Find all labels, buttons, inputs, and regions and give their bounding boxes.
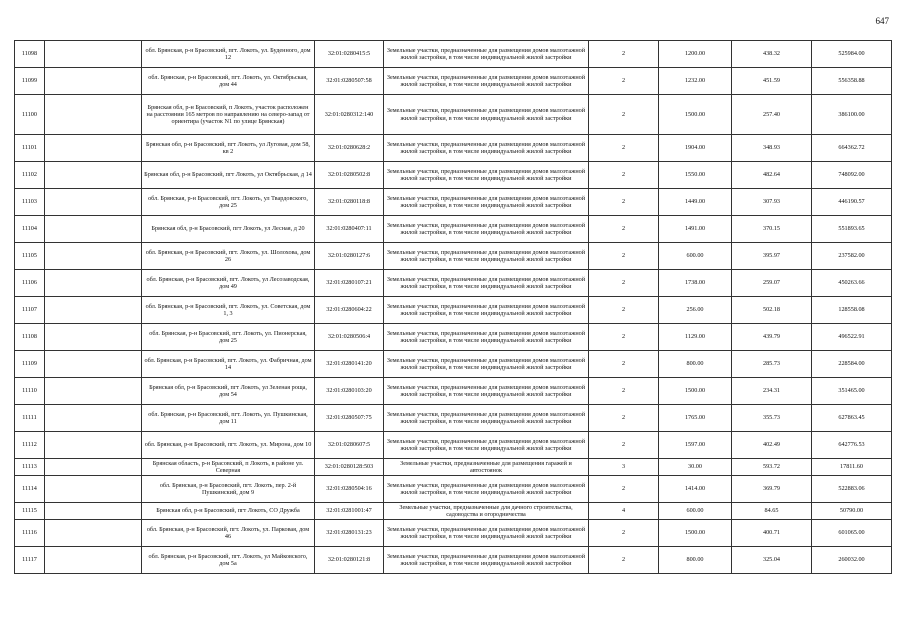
- blank-cell: [45, 324, 142, 351]
- area-cell: 1765.00: [659, 405, 732, 432]
- address-cell: обл. Брянская, р-н Брасовский, пгт. Локоть, ул. Парковая, дом 46: [142, 520, 315, 547]
- rate-cell: 482.64: [732, 162, 812, 189]
- row-number-cell: 11103: [15, 189, 45, 216]
- land-use-cell: Земельные участки, предназначенные для размещения домов малоэтажной жилой застройки, в том числе индивидуальной жилой застройки: [384, 162, 589, 189]
- address-cell: Брянская область, р-н Брасовский, п Локоть, в районе ул. Северная: [142, 459, 315, 476]
- land-use-cell: Земельные участки, предназначенные для размещения домов малоэтажной жилой застройки, в том числе индивидуальной жилой застройки: [384, 405, 589, 432]
- cadastral-value-cell: 601065.00: [812, 520, 892, 547]
- category-cell: 2: [589, 405, 659, 432]
- row-number-cell: 11104: [15, 216, 45, 243]
- blank-cell: [45, 216, 142, 243]
- area-cell: 256.00: [659, 297, 732, 324]
- rate-cell: 438.32: [732, 41, 812, 68]
- cadastral-number-cell: 32:01:0281001:47: [315, 503, 384, 520]
- row-number-cell: 11101: [15, 135, 45, 162]
- land-use-cell: Земельные участки, предназначенные для размещения домов малоэтажной жилой застройки, в том числе индивидуальной жилой застройки: [384, 68, 589, 95]
- rate-cell: 400.71: [732, 520, 812, 547]
- category-cell: 4: [589, 503, 659, 520]
- category-cell: 2: [589, 243, 659, 270]
- land-use-cell: Земельные участки, предназначенные для размещения домов малоэтажной жилой застройки, в том числе индивидуальной жилой застройки: [384, 324, 589, 351]
- table-row: [15, 270, 892, 297]
- rate-cell: 84.65: [732, 503, 812, 520]
- cadastral-value-cell: 351465.00: [812, 378, 892, 405]
- land-use-cell: Земельные участки, предназначенные для размещения домов малоэтажной жилой застройки, в том числе индивидуальной жилой застройки: [384, 476, 589, 503]
- category-cell: 2: [589, 162, 659, 189]
- area-cell: 1500.00: [659, 95, 732, 135]
- cadastral-value-cell: 260032.00: [812, 547, 892, 574]
- blank-cell: [45, 432, 142, 459]
- cadastral-value-cell: 522883.06: [812, 476, 892, 503]
- table-row: [15, 476, 892, 503]
- table-row: [15, 135, 892, 162]
- land-use-cell: Земельные участки, предназначенные для размещения домов малоэтажной жилой застройки, в том числе индивидуальной жилой застройки: [384, 270, 589, 297]
- table-row: [15, 41, 892, 68]
- cadastral-value-cell: 556358.88: [812, 68, 892, 95]
- category-cell: 2: [589, 520, 659, 547]
- land-use-cell: Земельные участки, предназначенные для размещения домов малоэтажной жилой застройки, в том числе индивидуальной жилой застройки: [384, 547, 589, 574]
- category-cell: 2: [589, 351, 659, 378]
- blank-cell: [45, 135, 142, 162]
- row-number-cell: 11111: [15, 405, 45, 432]
- row-number-cell: 11109: [15, 351, 45, 378]
- category-cell: 2: [589, 216, 659, 243]
- category-cell: 2: [589, 547, 659, 574]
- row-number-cell: 11110: [15, 378, 45, 405]
- address-cell: обл. Брянская, р-н Брасовский, пгт. Локоть, ул Майковского, дом 5а: [142, 547, 315, 574]
- cadastral-number-cell: 32:01:0280415:5: [315, 41, 384, 68]
- cadastral-value-cell: 446190.57: [812, 189, 892, 216]
- rate-cell: 451.59: [732, 68, 812, 95]
- table-row: [15, 297, 892, 324]
- table-row: [15, 324, 892, 351]
- cadastral-value-cell: 664362.72: [812, 135, 892, 162]
- cadastral-value-cell: 551893.65: [812, 216, 892, 243]
- table-row: [15, 520, 892, 547]
- address-cell: Брянская обл, р-н Брасовский, пгт Локоть, ул Лесная, д 20: [142, 216, 315, 243]
- area-cell: 1200.00: [659, 41, 732, 68]
- table-row: [15, 189, 892, 216]
- table-row: [15, 503, 892, 520]
- table-row: [15, 432, 892, 459]
- row-number-cell: 11099: [15, 68, 45, 95]
- cadastral-value-cell: 17811.60: [812, 459, 892, 476]
- rate-cell: 234.31: [732, 378, 812, 405]
- area-cell: 1597.00: [659, 432, 732, 459]
- address-cell: Брянская обл, р-н Брасовский, п Локоть, участок расположен на расстоянии 165 метров по направлению на северо-запад от ориентира (участок N1 по улице Брянская): [142, 95, 315, 135]
- table-row: [15, 405, 892, 432]
- rate-cell: 325.04: [732, 547, 812, 574]
- cadastral-value-cell: 627863.45: [812, 405, 892, 432]
- cadastral-value-cell: 450263.66: [812, 270, 892, 297]
- rate-cell: 593.72: [732, 459, 812, 476]
- cadastral-value-cell: 525984.00: [812, 41, 892, 68]
- category-cell: 2: [589, 135, 659, 162]
- land-use-cell: Земельные участки, предназначенные для размещения домов малоэтажной жилой застройки, в том числе индивидуальной жилой застройки: [384, 243, 589, 270]
- rate-cell: 285.73: [732, 351, 812, 378]
- blank-cell: [45, 68, 142, 95]
- land-use-cell: Земельные участки, предназначенные для размещения домов малоэтажной жилой застройки, в том числе индивидуальной жилой застройки: [384, 135, 589, 162]
- rate-cell: 369.79: [732, 476, 812, 503]
- cadastral-number-cell: 32:01:0280312:140: [315, 95, 384, 135]
- cadastral-value-cell: 50790.00: [812, 503, 892, 520]
- row-number-cell: 11113: [15, 459, 45, 476]
- cadastral-number-cell: 32:01:0280121:8: [315, 547, 384, 574]
- row-number-cell: 11114: [15, 476, 45, 503]
- area-cell: 1500.00: [659, 378, 732, 405]
- cadastral-value-cell: 228584.00: [812, 351, 892, 378]
- table-row: [15, 162, 892, 189]
- rate-cell: 307.93: [732, 189, 812, 216]
- rate-cell: 395.97: [732, 243, 812, 270]
- area-cell: 1904.00: [659, 135, 732, 162]
- row-number-cell: 11108: [15, 324, 45, 351]
- rate-cell: 402.49: [732, 432, 812, 459]
- category-cell: 2: [589, 378, 659, 405]
- cadastral-value-cell: 642776.53: [812, 432, 892, 459]
- blank-cell: [45, 297, 142, 324]
- cadastral-number-cell: 32:01:0280407:11: [315, 216, 384, 243]
- address-cell: обл. Брянская, р-н Брасовский, пгт. Локоть, ул. Советская, дом 1, 3: [142, 297, 315, 324]
- area-cell: 1414.00: [659, 476, 732, 503]
- cadastral-value-cell: 128558.08: [812, 297, 892, 324]
- land-use-cell: Земельные участки, предназначенные для размещения домов малоэтажной жилой застройки, в том числе индивидуальной жилой застройки: [384, 297, 589, 324]
- cadastral-number-cell: 32:01:0280502:8: [315, 162, 384, 189]
- category-cell: 2: [589, 189, 659, 216]
- table-row: [15, 351, 892, 378]
- table-body: [15, 41, 892, 574]
- row-number-cell: 11106: [15, 270, 45, 297]
- area-cell: 600.00: [659, 503, 732, 520]
- rate-cell: 370.15: [732, 216, 812, 243]
- blank-cell: [45, 476, 142, 503]
- row-number-cell: 11117: [15, 547, 45, 574]
- address-cell: Брянская обл, р-н Брасовский, пгт Локоть, ул Октябрьская, д 14: [142, 162, 315, 189]
- category-cell: 2: [589, 95, 659, 135]
- address-cell: обл. Брянская, р-н Брасовский, пгт. Локоть, ул. Мирона, дом 10: [142, 432, 315, 459]
- blank-cell: [45, 162, 142, 189]
- page-number: 647: [875, 16, 889, 26]
- cadastral-number-cell: 32:01:0280141:20: [315, 351, 384, 378]
- blank-cell: [45, 95, 142, 135]
- blank-cell: [45, 351, 142, 378]
- land-use-cell: Земельные участки, предназначенные для размещения домов малоэтажной жилой застройки, в том числе индивидуальной жилой застройки: [384, 520, 589, 547]
- blank-cell: [45, 243, 142, 270]
- land-registry-table: [14, 40, 892, 574]
- address-cell: обл. Брянская, р-н Брасовский, пгт. Локоть, ул. Фабричная, дом 14: [142, 351, 315, 378]
- address-cell: обл. Брянская, р-н Брасовский, пгт. Локоть, ул. Пушкинская, дом 11: [142, 405, 315, 432]
- address-cell: обл. Брянская, р-н Брасовский, пгт. Локоть, ул. Шолохова, дом 26: [142, 243, 315, 270]
- cadastral-number-cell: 32:01:0280103:20: [315, 378, 384, 405]
- address-cell: Брянская обл, р-н Брасовский, пгт Локоть, СО Дружба: [142, 503, 315, 520]
- rate-cell: 257.40: [732, 95, 812, 135]
- row-number-cell: 11112: [15, 432, 45, 459]
- category-cell: 2: [589, 68, 659, 95]
- cadastral-value-cell: 748092.00: [812, 162, 892, 189]
- rate-cell: 502.18: [732, 297, 812, 324]
- address-cell: обл. Брянская, р-н Брасовский, пгт. Локоть, пер. 2-й Пушкинский, дом 9: [142, 476, 315, 503]
- category-cell: 2: [589, 41, 659, 68]
- area-cell: 600.00: [659, 243, 732, 270]
- blank-cell: [45, 378, 142, 405]
- cadastral-value-cell: 496522.91: [812, 324, 892, 351]
- blank-cell: [45, 459, 142, 476]
- land-use-cell: Земельные участки, предназначенные для размещения домов малоэтажной жилой застройки, в том числе индивидуальной жилой застройки: [384, 378, 589, 405]
- cadastral-number-cell: 32:01:0280604:22: [315, 297, 384, 324]
- category-cell: 2: [589, 432, 659, 459]
- blank-cell: [45, 520, 142, 547]
- category-cell: 2: [589, 476, 659, 503]
- rate-cell: 259.07: [732, 270, 812, 297]
- table-row: [15, 547, 892, 574]
- row-number-cell: 11102: [15, 162, 45, 189]
- land-use-cell: Земельные участки, предназначенные для размещения домов малоэтажной жилой застройки, в том числе индивидуальной жилой застройки: [384, 432, 589, 459]
- area-cell: 1491.00: [659, 216, 732, 243]
- area-cell: 1232.00: [659, 68, 732, 95]
- row-number-cell: 11116: [15, 520, 45, 547]
- row-number-cell: 11105: [15, 243, 45, 270]
- table-row: [15, 216, 892, 243]
- cadastral-number-cell: 32:01:0280507:75: [315, 405, 384, 432]
- blank-cell: [45, 547, 142, 574]
- land-use-cell: Земельные участки, предназначенные для размещения домов малоэтажной жилой застройки, в том числе индивидуальной жилой застройки: [384, 95, 589, 135]
- table-row: [15, 68, 892, 95]
- category-cell: 2: [589, 324, 659, 351]
- blank-cell: [45, 503, 142, 520]
- cadastral-number-cell: 32:01:0280127:6: [315, 243, 384, 270]
- rate-cell: 348.93: [732, 135, 812, 162]
- table-row: [15, 459, 892, 476]
- row-number-cell: 11107: [15, 297, 45, 324]
- cadastral-number-cell: 32:01:0280507:58: [315, 68, 384, 95]
- table-row: [15, 95, 892, 135]
- category-cell: 2: [589, 297, 659, 324]
- cadastral-value-cell: 237582.00: [812, 243, 892, 270]
- category-cell: 3: [589, 459, 659, 476]
- area-cell: 30.00: [659, 459, 732, 476]
- address-cell: Брянская обл, р-н Брасовский, пгт Локоть, ул Зеленая роща, дом 54: [142, 378, 315, 405]
- cadastral-number-cell: 32:01:0280628:2: [315, 135, 384, 162]
- cadastral-number-cell: 32:01:0280128:503: [315, 459, 384, 476]
- table-row: [15, 378, 892, 405]
- area-cell: 1129.00: [659, 324, 732, 351]
- land-use-cell: Земельные участки, предназначенные для размещения домов малоэтажной жилой застройки, в том числе индивидуальной жилой застройки: [384, 216, 589, 243]
- blank-cell: [45, 405, 142, 432]
- land-use-cell: Земельные участки, предназначенные для размещения домов малоэтажной жилой застройки, в том числе индивидуальной жилой застройки: [384, 189, 589, 216]
- category-cell: 2: [589, 270, 659, 297]
- blank-cell: [45, 270, 142, 297]
- row-number-cell: 11098: [15, 41, 45, 68]
- blank-cell: [45, 41, 142, 68]
- area-cell: 1500.00: [659, 520, 732, 547]
- land-use-cell: Земельные участки, предназначенные для размещения домов малоэтажной жилой застройки, в том числе индивидуальной жилой застройки: [384, 351, 589, 378]
- table-row: [15, 243, 892, 270]
- area-cell: 1550.00: [659, 162, 732, 189]
- area-cell: 800.00: [659, 547, 732, 574]
- address-cell: обл. Брянская, р-н Брасовский, пгт. Локоть, ул. Пионерская, дом 25: [142, 324, 315, 351]
- address-cell: обл. Брянская, р-н Брасовский, пгт. Локоть, ул. Буденного, дом 12: [142, 41, 315, 68]
- area-cell: 1738.00: [659, 270, 732, 297]
- cadastral-number-cell: 32:01:0280107:21: [315, 270, 384, 297]
- address-cell: Брянская обл, р-н Брасовский, пгт Локоть, ул Луговая, дом 58, кв 2: [142, 135, 315, 162]
- blank-cell: [45, 189, 142, 216]
- cadastral-number-cell: 32:01:0280607:5: [315, 432, 384, 459]
- land-use-cell: Земельные участки, предназначенные для дачного строительства, садоводства и огородничества: [384, 503, 589, 520]
- row-number-cell: 11100: [15, 95, 45, 135]
- cadastral-number-cell: 32:01:0280118:8: [315, 189, 384, 216]
- area-cell: 800.00: [659, 351, 732, 378]
- cadastral-number-cell: 32:01:0280131:23: [315, 520, 384, 547]
- land-use-cell: Земельные участки, предназначенные для размещения гаражей и автостоянок: [384, 459, 589, 476]
- land-use-cell: Земельные участки, предназначенные для размещения домов малоэтажной жилой застройки, в том числе индивидуальной жилой застройки: [384, 41, 589, 68]
- cadastral-number-cell: 32:01:0280506:4: [315, 324, 384, 351]
- rate-cell: 439.79: [732, 324, 812, 351]
- row-number-cell: 11115: [15, 503, 45, 520]
- rate-cell: 355.73: [732, 405, 812, 432]
- cadastral-value-cell: 386100.00: [812, 95, 892, 135]
- area-cell: 1449.00: [659, 189, 732, 216]
- cadastral-number-cell: 32:01:0280504:16: [315, 476, 384, 503]
- address-cell: обл. Брянская, р-н Брасовский, пгт. Локоть, ул Лесозаводская, дом 49: [142, 270, 315, 297]
- address-cell: обл. Брянская, р-н Брасовский, пгт. Локоть, ул Твардовского, дом 25: [142, 189, 315, 216]
- address-cell: обл. Брянская, р-н Брасовский, пгт. Локоть, ул. Октябрьская, дом 44: [142, 68, 315, 95]
